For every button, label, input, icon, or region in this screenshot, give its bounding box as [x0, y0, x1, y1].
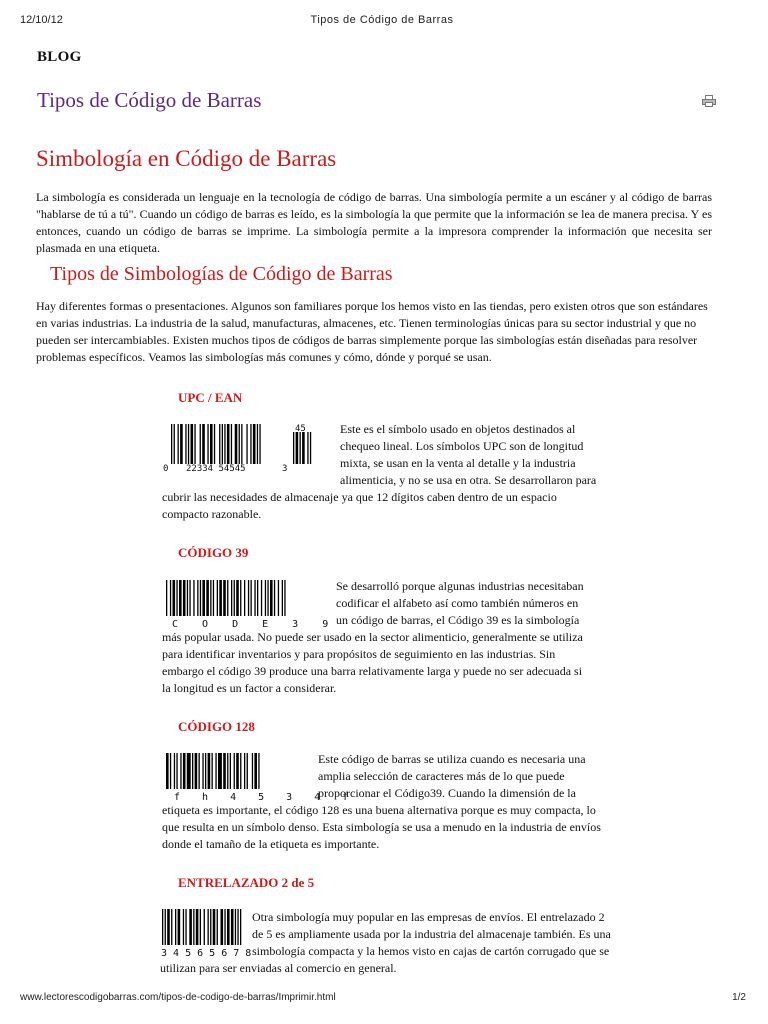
barcode-bar	[241, 424, 242, 464]
barcode-bar	[214, 424, 215, 464]
section-heading-tipos: Tipos de Simbologías de Código de Barras	[50, 263, 393, 285]
barcode-bar	[251, 580, 252, 616]
barcode-bar	[189, 580, 190, 616]
barcode-bar	[199, 753, 200, 789]
barcode-bar	[176, 753, 177, 789]
barcode-bar	[240, 909, 241, 945]
barcode-bar	[254, 580, 255, 616]
symbology-title-upc: UPC / EAN	[178, 390, 243, 405]
barcode-bar	[219, 424, 220, 464]
barcode-bar	[180, 424, 183, 464]
barcode-bar	[254, 753, 257, 789]
section-paragraph-simbologia: La simbología es considerada un lenguaje en la tecnología de código de barras. Una simbología permite a un escáner y al código de barras "hablarse de tú a tú". Cuando un código de barras es leído, es la simbología la que permite que la información se lea de manera precisa. Y es entonces, cuando un código de barras se imprime. La simbología permite a la impresora comprender la información que necesita ser plasmada en una etiqueta.	[36, 190, 712, 255]
barcode-bar	[222, 424, 223, 464]
barcode-bar	[267, 580, 268, 616]
blog-link[interactable]: BLOG	[37, 49, 82, 65]
print-header	[20, 14, 744, 30]
barcode-bar	[219, 580, 222, 616]
barcode-bar	[202, 424, 205, 464]
barcode-bar	[246, 424, 247, 464]
barcode-bar	[210, 909, 211, 945]
barcode-bar	[244, 753, 245, 789]
barcode-bar	[189, 909, 192, 945]
barcode-bar	[193, 909, 194, 945]
barcode-bar	[270, 580, 273, 616]
barcode-bar	[166, 580, 167, 616]
barcode-bar	[174, 424, 175, 464]
section-paragraph-tipos: Hay diferentes formas o presentaciones. Algunos son familiares porque los hemos visto en las tiendas, pero existen otros que son estándares en varias industrias. La industria de la salud, manufacturas, almacenes, etc. Tienen terminologías únicas para su sector industrial y que no pueden ser intercambiables. Existen muchos tipos de códigos de barras simplemente porque las simbologías están diseñadas para resolver problemas específicos. Veamos las simbologías más comunes y cómo, dónde y porqué se usan.	[36, 299, 708, 364]
barcode-bar	[231, 424, 232, 464]
barcode-bar	[261, 580, 262, 616]
barcode-bar	[274, 580, 275, 616]
barcode-code128-image	[162, 751, 357, 803]
barcode-bar	[191, 424, 194, 464]
barcode-bar	[183, 909, 184, 945]
barcode-bar	[227, 753, 228, 789]
barcode-bar	[166, 753, 169, 789]
barcode-bar	[247, 753, 248, 789]
barcode-bar	[185, 424, 186, 464]
barcode-bar	[230, 753, 231, 789]
barcode-bar	[227, 424, 230, 464]
barcode-bar	[193, 580, 194, 616]
barcode-bar	[170, 580, 171, 616]
symbology-title-code128: CÓDIGO 128	[178, 719, 255, 734]
barcode-bar	[310, 432, 311, 464]
barcode-bar	[224, 909, 225, 945]
barcode-bar	[187, 753, 191, 789]
barcode-bar	[234, 753, 235, 789]
barcode-bar	[224, 424, 225, 464]
barcode-bar	[296, 432, 299, 464]
barcode-bar	[171, 424, 172, 464]
barcode-bar	[217, 580, 218, 616]
barcode-bar	[278, 580, 279, 616]
printer-icon[interactable]	[702, 94, 716, 106]
barcode-bar	[171, 909, 172, 945]
barcode-bar	[307, 432, 308, 464]
barcode-bar	[215, 753, 216, 789]
barcode-bar	[188, 424, 189, 464]
barcode-bar	[231, 580, 232, 616]
barcode-bar	[258, 753, 259, 789]
print-date: 12/10/12	[20, 14, 63, 26]
barcode-bar	[223, 753, 226, 789]
barcode-bar	[195, 753, 198, 789]
barcode-itf-text: 3 4 5 6 5 6 7 8	[161, 948, 252, 959]
barcode-bar	[227, 909, 230, 945]
barcode-bar	[179, 580, 182, 616]
symbology-text-code39: Se desarrolló porque algunas industrias necesitaban codificar el alfabeto así como también números en un código de barras, el Código 39 es la simbología más popular usada. No puede ser usado en la sector alimenticio, generalmente se utiliza para identificar inventarios y para propósitos de seguimiento en las industrias. Sin embargo el código 39 produce una barra relativamente larga y puede no ser adecuada si la longitud es un factor a considerar.	[162, 579, 584, 695]
barcode-bar	[240, 580, 241, 616]
symbology-code128	[162, 751, 610, 853]
barcode-bar	[208, 753, 211, 789]
barcode-bar	[300, 432, 301, 464]
print-page-title: Tipos de Código de Barras	[310, 14, 454, 26]
barcode-code39-text: C O D E 3 9	[172, 619, 338, 630]
barcode-bar	[235, 424, 238, 464]
barcode-itf-image	[160, 909, 250, 959]
barcode-bar	[208, 909, 209, 945]
symbology-itf	[160, 909, 612, 977]
barcode-bar	[206, 580, 209, 616]
barcode-bar	[183, 580, 186, 616]
symbology-upc	[162, 421, 597, 523]
symbology-title-code39: CÓDIGO 39	[178, 545, 249, 560]
barcode-bar	[237, 909, 238, 945]
barcode-bar	[252, 753, 253, 789]
barcode-bar	[200, 580, 201, 616]
barcode-bar	[213, 580, 214, 616]
barcode-bar	[284, 580, 285, 616]
barcode-bar	[231, 909, 234, 945]
barcode-bar	[253, 424, 256, 464]
barcode-bar	[180, 753, 181, 789]
barcode-bar	[240, 753, 241, 789]
barcode-bar	[174, 753, 175, 789]
barcode-bar	[196, 909, 199, 945]
symbology-code39	[162, 578, 590, 697]
barcode-bar	[218, 753, 222, 789]
section-heading-simbologia: Simbología en Código de Barras	[36, 146, 337, 171]
barcode-bar	[282, 580, 283, 616]
barcode-bar	[173, 580, 176, 616]
barcode-bar	[197, 580, 198, 616]
barcode-bar	[200, 909, 201, 945]
barcode-upc-image	[162, 421, 334, 473]
barcode-bar	[175, 909, 176, 945]
post-title: Tipos de Código de Barras	[37, 88, 262, 112]
barcode-bar	[212, 753, 213, 789]
barcode-bar	[192, 753, 193, 789]
barcode-bar	[178, 424, 179, 464]
barcode-bar	[223, 580, 226, 616]
barcode-bar	[183, 753, 186, 789]
barcode-bar	[250, 424, 251, 464]
barcode-bar	[185, 909, 186, 945]
barcode-bar	[205, 753, 206, 789]
symbology-text-code128: Este código de barras se utiliza cuando es necesaria una amplia selección de caracteres más de lo que puede proporcionar el Código39. Cuando la dimensión de la etiqueta es importante, el código 128 es una buena alternativa porque es muy compacta, lo que resulta en un símbolo denso. Esta simbología se usa a menudo en la industria de envíos donde el tamaño de la etiqueta es importante.	[162, 752, 601, 851]
barcode-upc-right-digit: 3	[282, 464, 288, 474]
barcode-bar	[239, 424, 240, 464]
barcode-bar	[194, 424, 195, 464]
barcode-bar	[202, 753, 203, 789]
barcode-upc-addon-digits: 45	[295, 424, 306, 434]
barcode-bar	[170, 753, 171, 789]
barcode-bar	[204, 909, 205, 945]
barcode-bar	[202, 580, 205, 616]
barcode-upc-left-digit: 0	[163, 464, 169, 474]
barcode-bar	[165, 909, 166, 945]
symbology-title-itf: ENTRELAZADO 2 de 5	[178, 875, 315, 890]
barcode-bar	[178, 909, 181, 945]
barcode-code128-text: f h 4 5 3 4 f	[174, 792, 357, 803]
barcode-bar	[200, 424, 201, 464]
barcode-bar	[213, 909, 216, 945]
barcode-bar	[248, 580, 249, 616]
symbology-text-itf: Otra simbología muy popular en las empresas de envíos. El entrelazado 2 de 5 es ampliamente usada por la industria del almacenaje también. Es una simbología compacta y la hemos visto en cajas de cartón corrugado que se utilizan para ser enviadas al comercio en general.	[160, 910, 611, 975]
barcode-bar	[234, 580, 235, 616]
barcode-bar	[244, 580, 245, 616]
barcode-bar	[302, 432, 305, 464]
barcode-bar	[207, 424, 208, 464]
barcode-bar	[259, 424, 260, 464]
barcode-bar	[236, 580, 239, 616]
barcode-bar	[187, 580, 188, 616]
print-url: www.lectorescodigobarras.com/tipos-de-codigo-de-barras/Imprimir.html	[20, 992, 336, 1003]
barcode-bar	[176, 580, 177, 616]
barcode-bar	[217, 909, 218, 945]
print-page-number: 1/2	[732, 992, 746, 1003]
barcode-bar	[167, 909, 170, 945]
barcode-upc-main-digits: 22334 54545	[186, 464, 246, 474]
print-footer	[20, 992, 746, 1008]
barcode-bar	[210, 580, 211, 616]
barcode-bar	[293, 432, 294, 464]
barcode-bar	[257, 424, 258, 464]
barcode-bar	[162, 909, 163, 945]
symbology-text-upc: Este es el símbolo usado en objetos destinados al chequeo lineal. Los símbolos UPC son de longitud mixta, se usan en la venta al detalle y la industria alimenticia, y no se usa en otra. Se desarrollaron para cubrir las necesidades de almacenaje ya que 12 dígitos caben dentro de un espacio compacto razonable.	[162, 422, 597, 521]
barcode-bar	[265, 580, 266, 616]
barcode-bar	[257, 580, 258, 616]
barcode-code39-image	[162, 578, 338, 630]
barcode-bar	[227, 580, 228, 616]
barcode-bar	[235, 909, 236, 945]
barcode-bar	[210, 424, 213, 464]
barcode-bar	[236, 753, 239, 789]
barcode-bar	[221, 909, 224, 945]
